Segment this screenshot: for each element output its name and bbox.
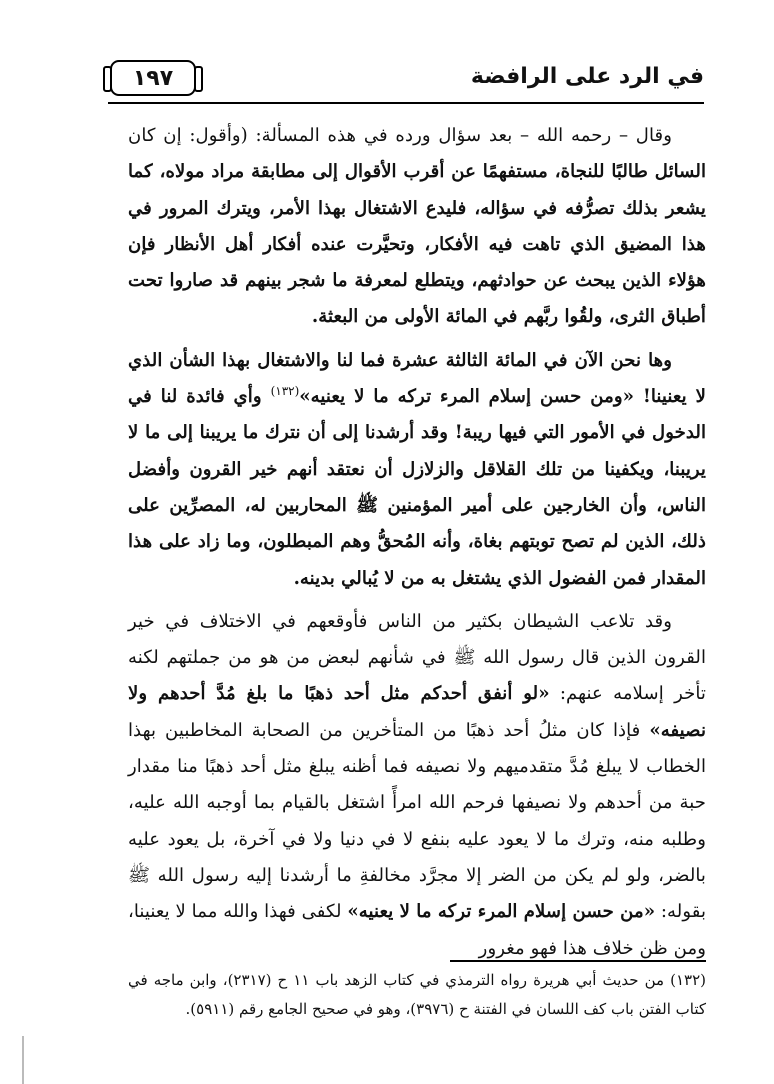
margin-mark — [22, 1036, 24, 1084]
footnote-separator — [450, 960, 706, 962]
running-title: في الرد على الرافضة — [470, 64, 704, 89]
header-rule — [108, 102, 704, 104]
paragraph — [128, 343, 706, 597]
bold-text: السائل طالبًا للنجاة، مستفهمًا عن أقرب الأقوال إلى مطابقة مراد مولاه، كما يشعر بذلك تصرُّفه في سؤاله، فليدع الاشتغال بهذا الأمر، ويترك المرور في هذا المضيق الذي تاهت فيه الأفكار، وتحيَّرت عنده أفكار أهل الأنظار فإن هؤلاء الذين يبحث عن حوادثهم، ويتطلع لمعرفة ما شجر بينهم قد صاروا تحت أطباق الثرى، ولقُوا ربَّهم في المائة الأولى من البعثة. — [128, 161, 706, 328]
bold-text: وها نحن الآن في المائة الثالثة عشرة فما لنا والاشتغال بهذا الشأن الذي لا يعنينا! «ومن حسن إسلام المرء تركه ما لا يعنيه» — [128, 349, 707, 408]
footnotes — [128, 966, 706, 1024]
paragraph — [128, 604, 706, 967]
bold-text: «من حسن إسلام المرء تركه ما لا يعنيه» — [347, 901, 656, 923]
footnote-reference[interactable]: (١٣٢) — [270, 384, 300, 399]
body-text: وقد تلاعب الشيطان بكثير من الناس فأوقعهم في الاختلاف في خير القرون الذين قال رسول الله ﷺ في شأنهم لبعض من هو من جملتهم لكنه تأخر إسلامه عنهم: — [128, 610, 706, 705]
body-text: فإذا كان مثلُ أحد ذهبًا من المتأخرين من الصحابة المخاطبين بهذا الخطاب لا يبلغ مُدَّ متقدميهم ولا نصيفه فما أظنه يبلغ مثل أحد ذهبًا منا مقدار حبة من أحدهم ولا نصيفها فرحم الله امرأً اشتغل بالقيام بما أوجبه الله عليه، وطلبه منه، وترك ما لا يعود عليه بنفع لا في دنيا ولا في آخرة، بل يعود عليه بالضر، ولو لم يكن من الضر إلا مجرَّد مخالفةِ ما أرشدنا إليه رسول الله ﷺ بقوله: — [128, 719, 706, 923]
bold-text: «لو أنفق أحدكم مثل أحد ذهبًا ما بلغ مُدَّ أحدهم ولا نصيفه» — [128, 683, 706, 741]
footnote: (١٣٢) من حديث أبي هريرة رواه الترمذي في كتاب الزهد باب ١١ ح (٢٣١٧)، وابن ماجه في كتاب الفتن باب كف اللسان في الفتنة ح (٣٩٧٦)، وهو في صحيح الجامع رقم (٥٩١١). — [128, 971, 706, 1018]
main-text — [128, 118, 706, 974]
body-text: لكفى فهذا والله مما لا يعنينا، ومن ظن خلاف هذا فهو مغرور — [128, 901, 706, 959]
page-number: ١٩٧ — [132, 65, 174, 91]
paragraph — [128, 118, 706, 336]
page-number-badge — [110, 60, 196, 96]
body-text: وقال – رحمه الله – بعد سؤال ورده في هذه المسألة: (وأقول: إن كان — [128, 125, 672, 146]
page-header — [108, 60, 704, 100]
bold-text: وأي فائدة لنا في الدخول في الأمور التي فيها ريبة! وقد أرشدنا إلى أن نترك ما يريبنا إلى ما لا يريبنا، ويكفينا من تلك القلاقل والزلازل أن نعتقد أنهم خير القرون وأفضل الناس، وأن الخارجين على أمير المؤمنين ﷺ المحاربين له، المصرِّين على ذلك، الذين لم تصح توبتهم بغاة، وأنه المُحقُّ وهم المبطلون، وما زاد على هذا المقدار فمن الفضول الذي يشتغل به من لا يُبالي بدينه. — [128, 386, 706, 589]
